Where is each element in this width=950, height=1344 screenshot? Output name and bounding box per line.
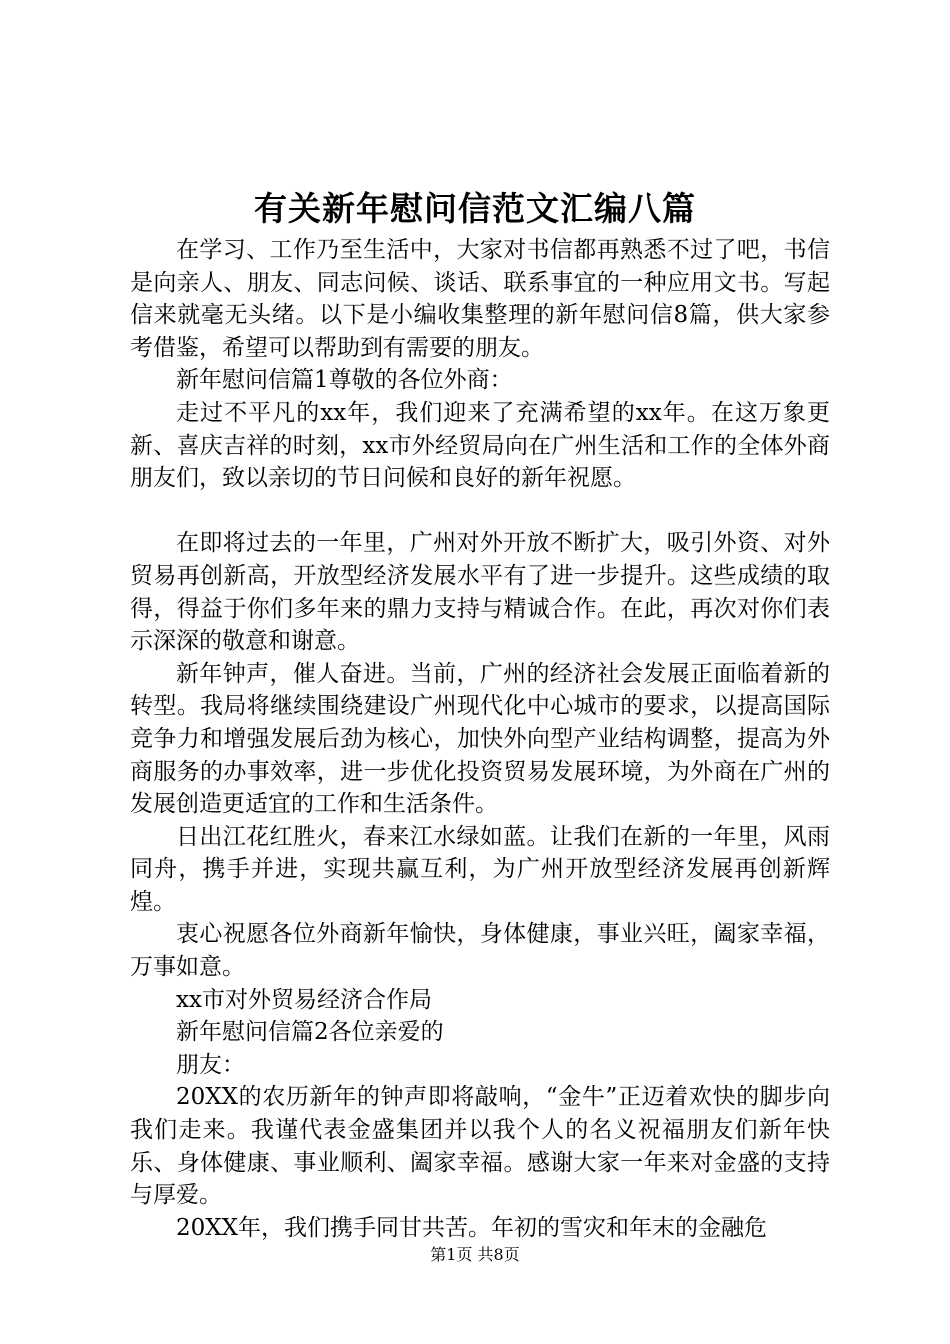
paragraph-letter1-heading: 新年慰问信篇1尊敬的各位外商：	[176, 367, 513, 394]
paragraph-intro: 在学习、工作乃至生活中，大家对书信都再熟悉不过了吧，书信是向亲人、朋友、同志问候、谈话、联系事宜的一种应用文书。写起信来就毫无头绪。以下是小编收集整理的新年慰问信8篇，供大家参考借鉴，希望可以帮助到有需要的朋友。	[130, 237, 830, 361]
paragraph-letter1-signature: xx市对外贸易经济合作局	[176, 986, 432, 1013]
paragraph-letter2-opening: 20XX的农历新年的钟声即将敲响，“金牛”正迈着欢快的脚步向我们走来。我谨代表金盛集团并以我个人的名义祝福朋友们新年快乐、身体健康、事业顺利、阖家幸福。感谢大家一年来对金盛的支持与厚爱。	[130, 1084, 830, 1209]
paragraph-letter2-heading: 新年慰问信篇2各位亲爱的	[176, 1019, 444, 1046]
paragraph-letter1-outlook: 日出江花红胜火，春来江水绿如蓝。让我们在新的一年里，风雨同舟，携手并进，实现共赢互利，为广州开放型经济发展再创新辉煌。	[130, 823, 830, 915]
page-footer: 第1页 共8页	[430, 1245, 520, 1264]
blank-line	[130, 495, 830, 528]
paragraph-letter2-salutation: 朋友：	[176, 1051, 245, 1078]
document-title: 有关新年慰问信范文汇编八篇	[254, 189, 696, 228]
paragraph-letter1-plan: 新年钟声，催人奋进。当前，广州的经济社会发展正面临着新的转型。我局将继续围绕建设广州现代化中心城市的要求，以提高国际竞争力和增强发展后劲为核心，加快外向型产业结构调整，提高为外商服务的办事效率，进一步优化投资贸易发展环境，为外商在广州的发展创造更适宜的工作和生活条件。	[130, 660, 830, 818]
document-body	[130, 234, 830, 1244]
paragraph-letter1-wishes: 衷心祝愿各位外商新年愉快，身体健康，事业兴旺，阖家幸福，万事如意。	[130, 921, 830, 981]
paragraph-letter1-review: 在即将过去的一年里，广州对外开放不断扩大，吸引外资、对外贸易再创新高，开放型经济发展水平有了进一步提升。这些成绩的取得，得益于你们多年来的鼎力支持与精诚合作。在此，再次对你们表示深深的敬意和谢意。	[130, 530, 830, 655]
paragraph-letter2-review: 20XX年，我们携手同甘共苦。年初的雪灾和年末的金融危	[176, 1214, 768, 1241]
paragraph-letter1-opening: 走过不平凡的xx年，我们迎来了充满希望的xx年。在这万象更新、喜庆吉祥的时刻，xx市外经贸局向在广州生活和工作的全体外商朋友们，致以亲切的节日问候和良好的新年祝愿。	[130, 399, 830, 492]
